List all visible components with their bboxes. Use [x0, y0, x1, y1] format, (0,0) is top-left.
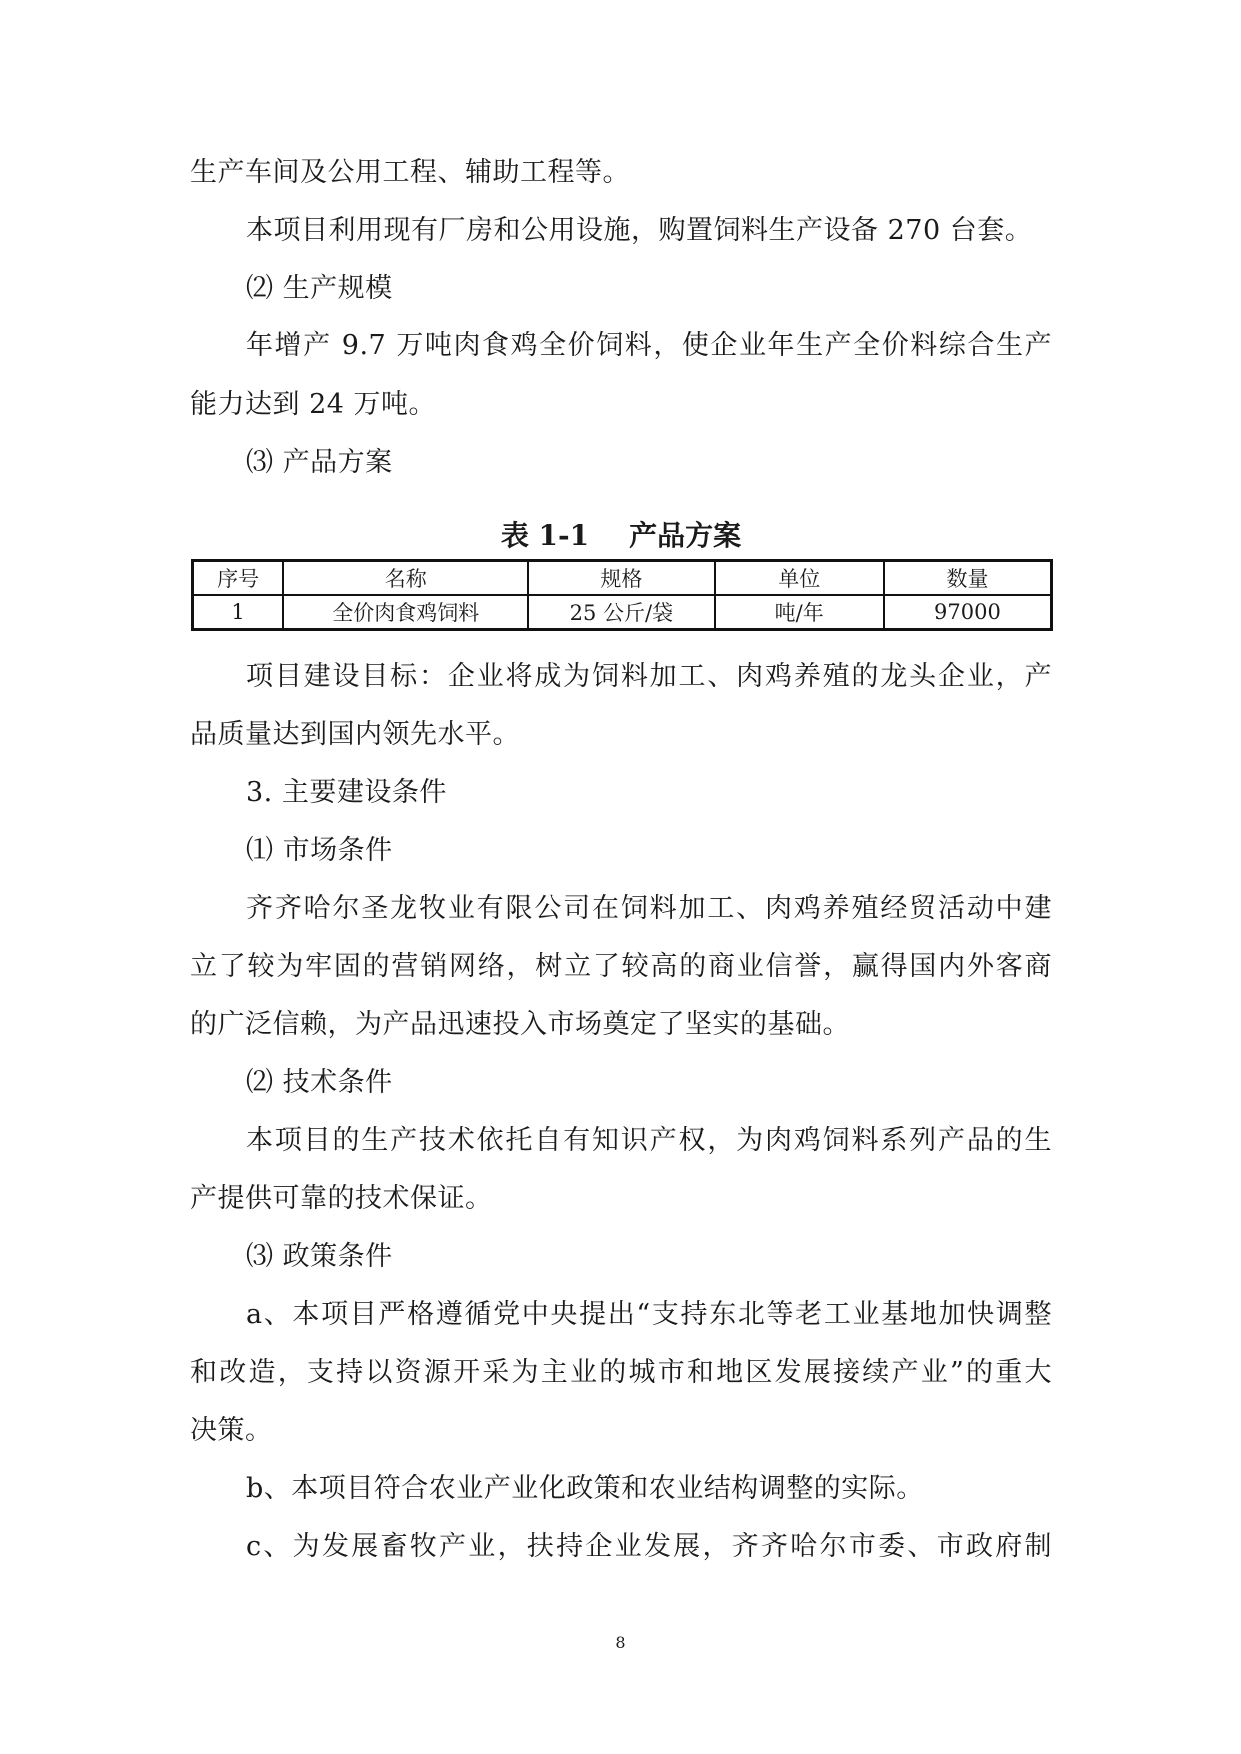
column-header: 数量 [884, 561, 1052, 596]
paragraph-line: 决策。 [190, 1415, 273, 1446]
section-heading: 3. 主要建设条件 [246, 777, 447, 808]
table-caption-number: 表 1-1 [500, 519, 590, 552]
paragraph-line: 立了较为牢固的营销网络，树立了较高的商业信誉，赢得国内外客商 [190, 951, 1052, 982]
table-caption-text: 产品方案 [629, 519, 742, 552]
paragraph-line: 年增产 9.7 万吨肉食鸡全价饲料，使企业年生产全价料综合生产 [246, 330, 1052, 361]
paragraph-line: 齐齐哈尔圣龙牧业有限公司在饲料加工、肉鸡养殖经贸活动中建 [246, 893, 1052, 924]
paragraph-line: 产提供可靠的技术保证。 [190, 1183, 493, 1214]
paragraph-line: 本项目利用现有厂房和公用设施，购置饲料生产设备 270 台套。 [246, 215, 1033, 246]
section-heading: ⑵ 生产规模 [246, 273, 393, 304]
paragraph-line: 生产车间及公用工程、辅助工程等。 [190, 157, 630, 188]
paragraph-line: 能力达到 24 万吨。 [190, 389, 437, 420]
table-header-row [193, 561, 1052, 596]
paragraph-line: a、本项目严格遵循党中央提出“支持东北等老工业基地加快调整 [246, 1299, 1052, 1330]
table-cell: 全价肉食鸡饲料 [283, 595, 528, 630]
section-heading: ⑶ 产品方案 [246, 447, 393, 478]
paragraph-line: 本项目的生产技术依托自有知识产权，为肉鸡饲料系列产品的生 [246, 1125, 1052, 1156]
table-cell: 97000 [884, 595, 1052, 630]
section-heading: ⑴ 市场条件 [246, 835, 393, 866]
column-header: 单位 [715, 561, 884, 596]
column-header: 序号 [193, 561, 284, 596]
paragraph-line: 和改造，支持以资源开采为主业的城市和地区发展接续产业”的重大 [190, 1357, 1052, 1388]
paragraph-line: 的广泛信赖，为产品迅速投入市场奠定了坚实的基础。 [190, 1009, 850, 1040]
product-table [191, 559, 1053, 631]
section-heading: ⑵ 技术条件 [246, 1067, 393, 1098]
column-header: 规格 [528, 561, 714, 596]
table-cell: 吨/年 [715, 595, 884, 630]
table-cell: 25 公斤/袋 [528, 595, 714, 630]
table-caption [190, 516, 1052, 556]
paragraph-line: 项目建设目标：企业将成为饲料加工、肉鸡养殖的龙头企业，产 [246, 661, 1052, 692]
table-cell: 1 [193, 595, 284, 630]
page-number: 8 [615, 1633, 626, 1652]
paragraph-line: 品质量达到国内领先水平。 [190, 719, 520, 750]
section-heading: ⑶ 政策条件 [246, 1241, 393, 1272]
table-row [193, 595, 1052, 630]
paragraph-line: b、本项目符合农业产业化政策和农业结构调整的实际。 [246, 1473, 924, 1504]
column-header: 名称 [283, 561, 528, 596]
paragraph-line: c、为发展畜牧产业，扶持企业发展，齐齐哈尔市委、市政府制 [246, 1531, 1052, 1562]
